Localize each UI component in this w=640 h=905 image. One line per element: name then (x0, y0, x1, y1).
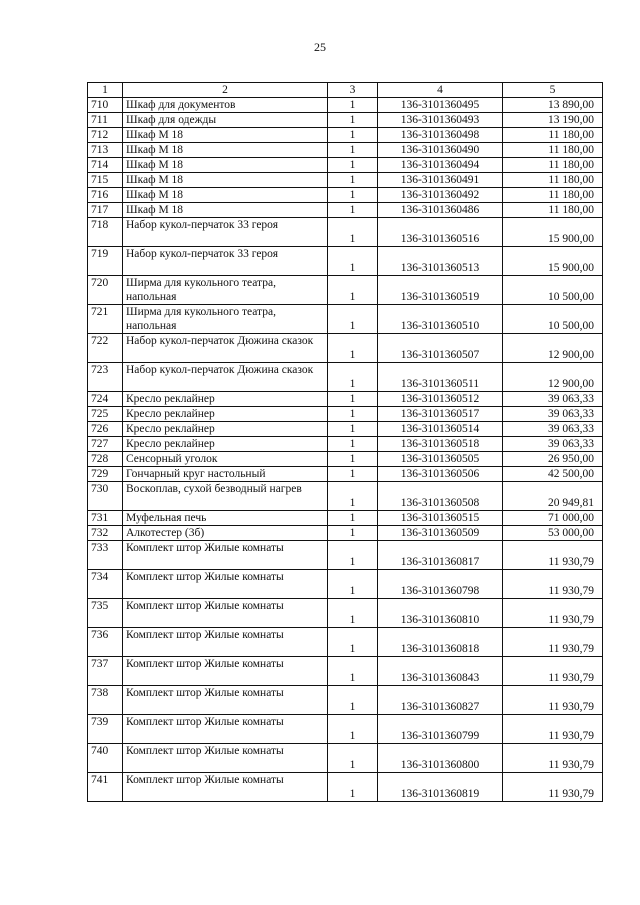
quantity-cell: 1 (328, 511, 378, 526)
quantity-cell: 1 (328, 276, 378, 305)
item-name-cell: Кресло реклайнер (123, 422, 328, 437)
table-row (88, 143, 603, 158)
table-row (88, 98, 603, 113)
inventory-code-cell: 136-3101360817 (378, 541, 503, 570)
quantity-cell: 1 (328, 482, 378, 511)
item-name-cell: Шкаф для документов (123, 98, 328, 113)
table-row (88, 218, 603, 247)
inventory-code-cell: 136-3101360515 (378, 511, 503, 526)
inventory-code-cell: 136-3101360513 (378, 247, 503, 276)
row-number-cell: 731 (88, 511, 123, 526)
item-name-cell: Шкаф для одежды (123, 113, 328, 128)
row-number-cell: 711 (88, 113, 123, 128)
price-cell: 11 930,79 (503, 628, 603, 657)
inventory-code-cell: 136-3101360819 (378, 773, 503, 802)
item-name-cell: Шкаф М 18 (123, 158, 328, 173)
row-number-cell: 732 (88, 526, 123, 541)
row-number-cell: 735 (88, 599, 123, 628)
table-row (88, 437, 603, 452)
quantity-cell: 1 (328, 715, 378, 744)
item-name-cell: Комплект штор Жилые комнаты (123, 744, 328, 773)
row-number-cell: 715 (88, 173, 123, 188)
inventory-code-cell: 136-3101360508 (378, 482, 503, 511)
table-row (88, 363, 603, 392)
inventory-code-cell: 136-3101360492 (378, 188, 503, 203)
table-row (88, 276, 603, 305)
inventory-code-cell: 136-3101360490 (378, 143, 503, 158)
table-row (88, 511, 603, 526)
quantity-cell: 1 (328, 467, 378, 482)
table-row (88, 392, 603, 407)
row-number-cell: 736 (88, 628, 123, 657)
quantity-cell: 1 (328, 218, 378, 247)
price-cell: 11 930,79 (503, 773, 603, 802)
item-name-cell: Кресло реклайнер (123, 437, 328, 452)
item-name-cell: Комплект штор Жилые комнаты (123, 541, 328, 570)
quantity-cell: 1 (328, 113, 378, 128)
table-row (88, 744, 603, 773)
inventory-code-cell: 136-3101360827 (378, 686, 503, 715)
inventory-code-cell: 136-3101360798 (378, 570, 503, 599)
inventory-code-cell: 136-3101360510 (378, 305, 503, 334)
item-name-cell: Комплект штор Жилые комнаты (123, 599, 328, 628)
inventory-code-cell: 136-3101360505 (378, 452, 503, 467)
table-row (88, 686, 603, 715)
item-name-cell: Комплект штор Жилые комнаты (123, 628, 328, 657)
quantity-cell: 1 (328, 143, 378, 158)
item-name-cell: Комплект штор Жилые комнаты (123, 715, 328, 744)
column-header: 2 (123, 83, 328, 98)
inventory-code-cell: 136-3101360818 (378, 628, 503, 657)
table-header-row (88, 83, 603, 98)
row-number-cell: 730 (88, 482, 123, 511)
item-name-cell: Шкаф М 18 (123, 188, 328, 203)
inventory-code-cell: 136-3101360507 (378, 334, 503, 363)
inventory-code-cell: 136-3101360810 (378, 599, 503, 628)
item-name-cell: Набор кукол-перчаток Дюжина сказок (123, 334, 328, 363)
price-cell: 11 930,79 (503, 686, 603, 715)
row-number-cell: 741 (88, 773, 123, 802)
row-number-cell: 721 (88, 305, 123, 334)
table-row (88, 203, 603, 218)
quantity-cell: 1 (328, 128, 378, 143)
table-row (88, 570, 603, 599)
item-name-cell: Ширма для кукольного театра, напольная (123, 276, 328, 305)
quantity-cell: 1 (328, 392, 378, 407)
item-name-cell: Комплект штор Жилые комнаты (123, 686, 328, 715)
table-row (88, 173, 603, 188)
price-cell: 39 063,33 (503, 407, 603, 422)
inventory-code-cell: 136-3101360517 (378, 407, 503, 422)
inventory-code-cell: 136-3101360514 (378, 422, 503, 437)
price-cell: 11 180,00 (503, 173, 603, 188)
price-cell: 39 063,33 (503, 392, 603, 407)
inventory-code-cell: 136-3101360799 (378, 715, 503, 744)
row-number-cell: 722 (88, 334, 123, 363)
price-cell: 42 500,00 (503, 467, 603, 482)
item-name-cell: Шкаф М 18 (123, 143, 328, 158)
quantity-cell: 1 (328, 407, 378, 422)
quantity-cell: 1 (328, 773, 378, 802)
item-name-cell: Сенсорный уголок (123, 452, 328, 467)
row-number-cell: 720 (88, 276, 123, 305)
quantity-cell: 1 (328, 541, 378, 570)
quantity-cell: 1 (328, 570, 378, 599)
row-number-cell: 738 (88, 686, 123, 715)
inventory-code-cell: 136-3101360800 (378, 744, 503, 773)
price-cell: 71 000,00 (503, 511, 603, 526)
inventory-code-cell: 136-3101360486 (378, 203, 503, 218)
row-number-cell: 714 (88, 158, 123, 173)
inventory-code-cell: 136-3101360494 (378, 158, 503, 173)
item-name-cell: Комплект штор Жилые комнаты (123, 657, 328, 686)
price-cell: 10 500,00 (503, 305, 603, 334)
quantity-cell: 1 (328, 247, 378, 276)
table-row (88, 452, 603, 467)
table-row (88, 628, 603, 657)
table-row (88, 657, 603, 686)
item-name-cell: Комплект штор Жилые комнаты (123, 570, 328, 599)
item-name-cell: Воскоплав, сухой безводный нагрев (123, 482, 328, 511)
quantity-cell: 1 (328, 744, 378, 773)
price-cell: 15 900,00 (503, 247, 603, 276)
price-cell: 13 190,00 (503, 113, 603, 128)
price-cell: 11 180,00 (503, 203, 603, 218)
item-name-cell: Набор кукол-перчаток Дюжина сказок (123, 363, 328, 392)
inventory-code-cell: 136-3101360518 (378, 437, 503, 452)
price-cell: 12 900,00 (503, 334, 603, 363)
price-cell: 20 949,81 (503, 482, 603, 511)
row-number-cell: 718 (88, 218, 123, 247)
row-number-cell: 725 (88, 407, 123, 422)
quantity-cell: 1 (328, 526, 378, 541)
row-number-cell: 713 (88, 143, 123, 158)
table-row (88, 541, 603, 570)
item-name-cell: Кресло реклайнер (123, 392, 328, 407)
item-name-cell: Набор кукол-перчаток 33 героя (123, 218, 328, 247)
quantity-cell: 1 (328, 437, 378, 452)
inventory-code-cell: 136-3101360506 (378, 467, 503, 482)
column-header: 3 (328, 83, 378, 98)
table-row (88, 773, 603, 802)
price-cell: 11 930,79 (503, 541, 603, 570)
table-body (88, 98, 603, 802)
price-cell: 11 180,00 (503, 158, 603, 173)
table-row (88, 422, 603, 437)
quantity-cell: 1 (328, 657, 378, 686)
quantity-cell: 1 (328, 422, 378, 437)
quantity-cell: 1 (328, 334, 378, 363)
inventory-code-cell: 136-3101360511 (378, 363, 503, 392)
table-row (88, 113, 603, 128)
inventory-code-cell: 136-3101360519 (378, 276, 503, 305)
quantity-cell: 1 (328, 158, 378, 173)
quantity-cell: 1 (328, 686, 378, 715)
table-row (88, 305, 603, 334)
row-number-cell: 729 (88, 467, 123, 482)
price-cell: 39 063,33 (503, 422, 603, 437)
table-row (88, 599, 603, 628)
price-cell: 26 950,00 (503, 452, 603, 467)
item-name-cell: Гончарный круг настольный (123, 467, 328, 482)
quantity-cell: 1 (328, 363, 378, 392)
row-number-cell: 728 (88, 452, 123, 467)
row-number-cell: 719 (88, 247, 123, 276)
column-header: 5 (503, 83, 603, 98)
inventory-code-cell: 136-3101360509 (378, 526, 503, 541)
price-cell: 11 930,79 (503, 744, 603, 773)
price-cell: 11 180,00 (503, 143, 603, 158)
table-row (88, 526, 603, 541)
table-row (88, 467, 603, 482)
table-row (88, 715, 603, 744)
quantity-cell: 1 (328, 628, 378, 657)
inventory-code-cell: 136-3101360495 (378, 98, 503, 113)
price-cell: 12 900,00 (503, 363, 603, 392)
item-name-cell: Кресло реклайнер (123, 407, 328, 422)
row-number-cell: 723 (88, 363, 123, 392)
quantity-cell: 1 (328, 452, 378, 467)
row-number-cell: 712 (88, 128, 123, 143)
table-row (88, 128, 603, 143)
price-cell: 10 500,00 (503, 276, 603, 305)
price-cell: 53 000,00 (503, 526, 603, 541)
quantity-cell: 1 (328, 203, 378, 218)
quantity-cell: 1 (328, 98, 378, 113)
price-cell: 11 930,79 (503, 599, 603, 628)
item-name-cell: Ширма для кукольного театра, напольная (123, 305, 328, 334)
inventory-code-cell: 136-3101360491 (378, 173, 503, 188)
column-header: 4 (378, 83, 503, 98)
table-row (88, 247, 603, 276)
row-number-cell: 737 (88, 657, 123, 686)
item-name-cell: Муфельная печь (123, 511, 328, 526)
inventory-code-cell: 136-3101360512 (378, 392, 503, 407)
row-number-cell: 717 (88, 203, 123, 218)
price-cell: 11 180,00 (503, 128, 603, 143)
price-cell: 11 930,79 (503, 570, 603, 599)
inventory-code-cell: 136-3101360516 (378, 218, 503, 247)
column-header: 1 (88, 83, 123, 98)
table-row (88, 158, 603, 173)
row-number-cell: 724 (88, 392, 123, 407)
inventory-code-cell: 136-3101360498 (378, 128, 503, 143)
price-cell: 11 930,79 (503, 715, 603, 744)
page-number: 25 (314, 40, 326, 54)
quantity-cell: 1 (328, 173, 378, 188)
price-cell: 15 900,00 (503, 218, 603, 247)
row-number-cell: 739 (88, 715, 123, 744)
item-name-cell: Алкотестер (3б) (123, 526, 328, 541)
inventory-code-cell: 136-3101360493 (378, 113, 503, 128)
item-name-cell: Шкаф М 18 (123, 203, 328, 218)
row-number-cell: 734 (88, 570, 123, 599)
row-number-cell: 727 (88, 437, 123, 452)
price-cell: 11 930,79 (503, 657, 603, 686)
row-number-cell: 733 (88, 541, 123, 570)
row-number-cell: 716 (88, 188, 123, 203)
table-row (88, 334, 603, 363)
inventory-table (87, 82, 603, 802)
row-number-cell: 710 (88, 98, 123, 113)
quantity-cell: 1 (328, 599, 378, 628)
quantity-cell: 1 (328, 188, 378, 203)
table-row (88, 482, 603, 511)
price-cell: 39 063,33 (503, 437, 603, 452)
row-number-cell: 740 (88, 744, 123, 773)
item-name-cell: Комплект штор Жилые комнаты (123, 773, 328, 802)
item-name-cell: Набор кукол-перчаток 33 героя (123, 247, 328, 276)
inventory-code-cell: 136-3101360843 (378, 657, 503, 686)
table-row (88, 188, 603, 203)
row-number-cell: 726 (88, 422, 123, 437)
quantity-cell: 1 (328, 305, 378, 334)
price-cell: 11 180,00 (503, 188, 603, 203)
table-row (88, 407, 603, 422)
item-name-cell: Шкаф М 18 (123, 128, 328, 143)
item-name-cell: Шкаф М 18 (123, 173, 328, 188)
price-cell: 13 890,00 (503, 98, 603, 113)
